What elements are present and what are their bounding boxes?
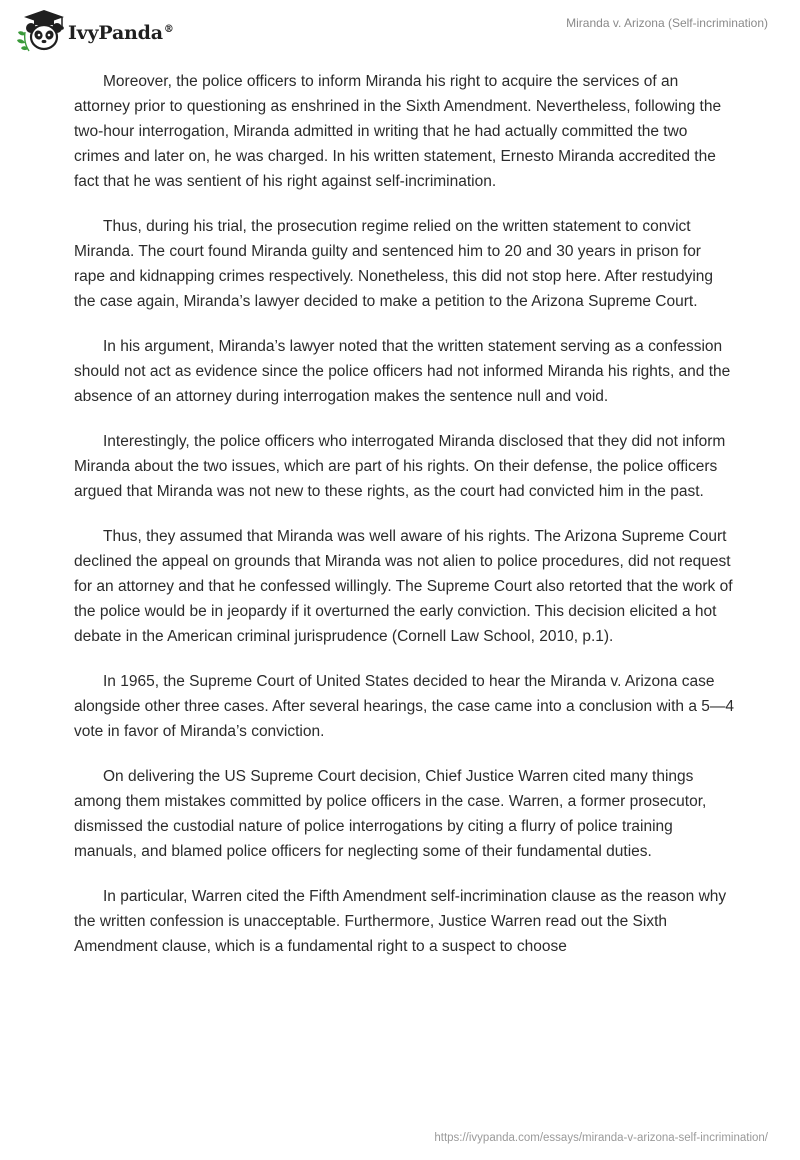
- paragraph: In his argument, Miranda’s lawyer noted that the written statement serving as a confession should not act as evidence since the police officers had not informed Miranda his rights, and the absence of an attorney during interrogation makes the sentence null and void.: [74, 338, 731, 405]
- brand-name: [68, 22, 174, 44]
- paragraph: Thus, during his trial, the prosecution regime relied on the written statement to convict Miranda. The court found Miranda guilty and sentenced him to 20 and 30 years in prison for rape and kidnapping crimes respectively. Nonetheless, this did not stop here. After restudying the case again, Miranda’s lawyer decided to make a petition to the Arizona Supreme Court.: [74, 218, 714, 310]
- paragraph: In particular, Warren cited the Fifth Amendment self-incrimination clause as the reason why the written confession is unacceptable. Furthermore, Justice Warren read out the Sixth Amendment clause, which is a fundamental right to a suspect to choose: [74, 888, 727, 955]
- panda-graduation-cap-icon: [14, 8, 66, 54]
- document-title: Miranda v. Arizona (Self-incrimination): [566, 16, 768, 30]
- source-url[interactable]: https://ivypanda.com/essays/miranda-v-arizona-self-incrimination/: [434, 1132, 768, 1144]
- paragraph: Interestingly, the police officers who interrogated Miranda disclosed that they did not inform Miranda about the two issues, which are part of his rights. On their defense, the police officers argued that Miranda was not new to these rights, as the court had convicted him in the past.: [74, 433, 726, 500]
- brand-name-text: IvyPanda: [68, 22, 163, 44]
- ivypanda-logo[interactable]: [14, 8, 174, 54]
- paragraph: Moreover, the police officers to inform Miranda his right to acquire the services of an attorney prior to questioning as enshrined in the Sixth Amendment. Nevertheless, following the two-hour interrogation, Miranda admitted in writing that he had actually committed the two crimes and later on, he was charged. In his written statement, Ernesto Miranda accredited the fact that he was sentient of his right against self-incrimination.: [74, 73, 722, 190]
- paragraph: In 1965, the Supreme Court of United States decided to hear the Miranda v. Arizona case alongside other three cases. After several hearings, the case came into a conclusion with a 5—4 vote in favor of Miranda’s conviction.: [74, 673, 734, 740]
- essay-body: [74, 69, 734, 979]
- registered-mark: ®: [163, 23, 174, 35]
- paragraph: On delivering the US Supreme Court decision, Chief Justice Warren cited many things among them mistakes committed by police officers in the case. Warren, a former prosecutor, dismissed the custodial nature of police interrogations by citing a flurry of police training manuals, and blamed police officers for neglecting some of their fundamental duties.: [74, 768, 707, 860]
- page-header: [0, 0, 800, 60]
- paragraph: Thus, they assumed that Miranda was well aware of his rights. The Arizona Supreme Court declined the appeal on grounds that Miranda was not alien to police procedures, did not request for an attorney and that he confessed willingly. The Supreme Court also retorted that the work of the police would be in jeopardy if it overturned the early conviction. This decision elicited a hot debate in the American criminal jurisprudence (Cornell Law School, 2010, p.1).: [74, 528, 733, 645]
